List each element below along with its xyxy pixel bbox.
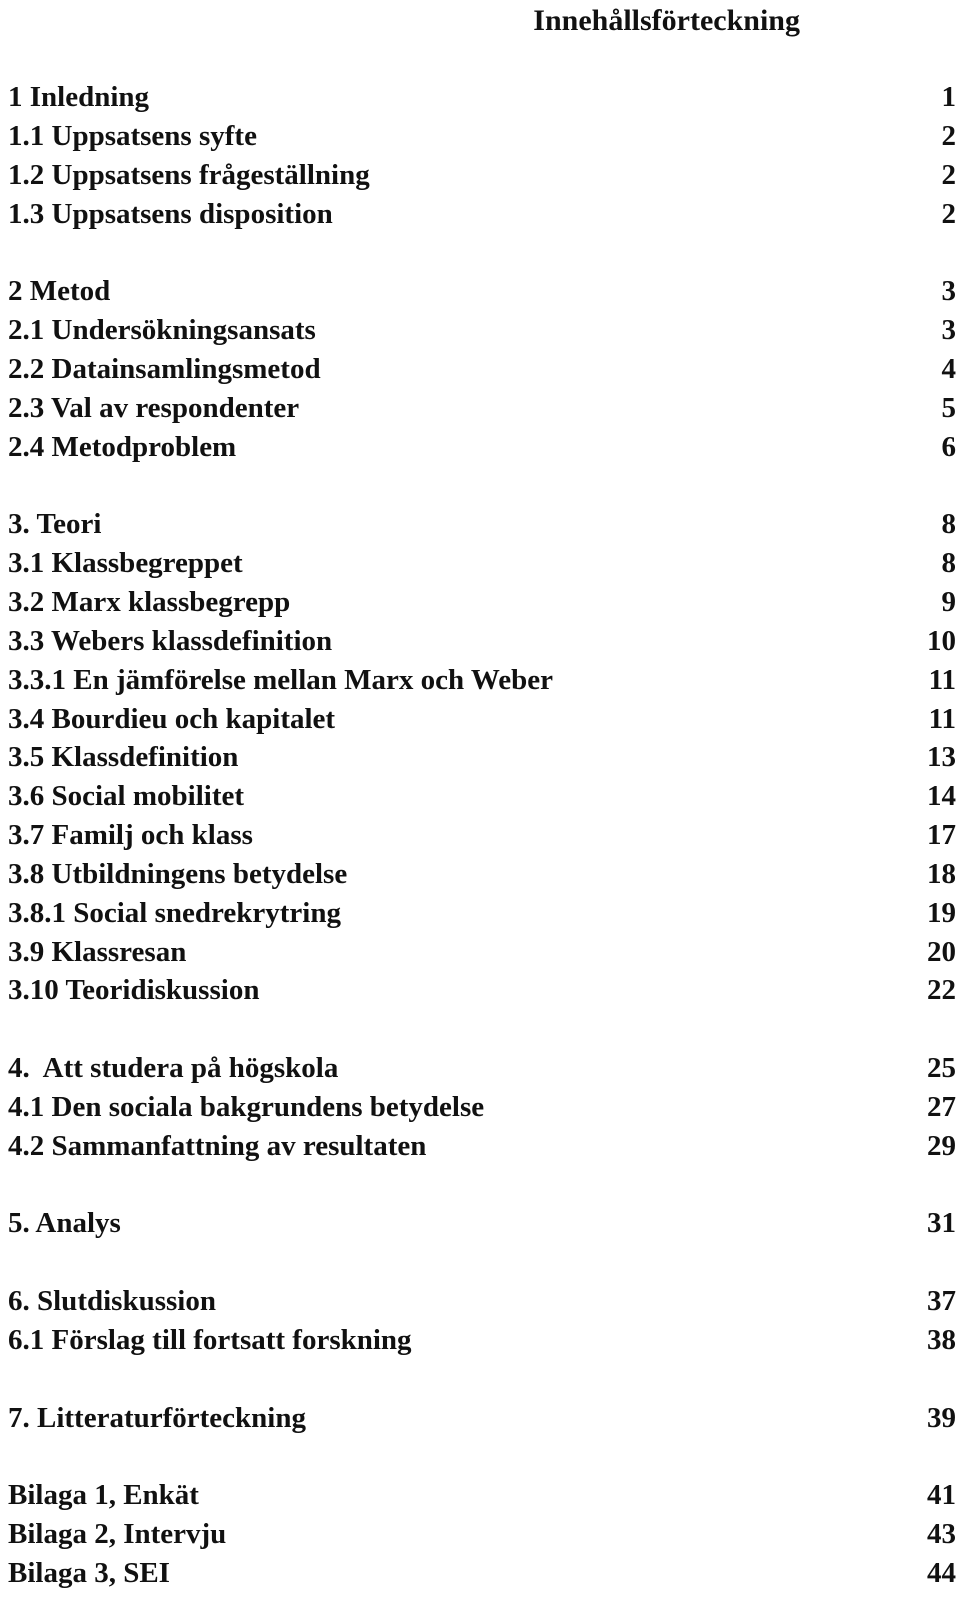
toc-entry-page: 39 [927,1401,956,1434]
toc-entry-page: 5 [941,391,956,424]
toc-entry [8,1204,956,1243]
toc-entry [8,389,956,428]
toc-entry-page: 37 [927,1285,956,1318]
toc-spacer [8,1360,956,1399]
toc-entry-page: 43 [927,1518,956,1551]
toc-entry [8,272,956,311]
toc-spacer [8,1438,956,1477]
toc-entry-page: 1 [941,81,956,113]
toc-entry-page: 13 [927,741,956,774]
toc-entry-label: 2.1 Undersökningsansats [8,314,316,347]
toc-entry-label: 3.8.1 Social snedrekrytring [8,896,341,929]
toc-entry [8,1127,956,1166]
toc-entry-page: 31 [927,1207,956,1240]
toc-entry-label: 2.4 Metodproblem [8,430,237,463]
toc-entry-label: 6. Slutdiskussion [8,1285,216,1318]
toc-entry-page: 25 [927,1052,956,1085]
toc-entry-label: 2 Metod [8,275,111,308]
toc-entry [8,1321,956,1360]
toc-entry-page: 2 [941,158,956,191]
toc-entry-page: 2 [941,197,956,230]
toc-entry-page: 19 [927,896,956,929]
toc-entry [8,1399,956,1438]
toc-entry-page: 38 [927,1324,956,1356]
toc-entry [8,622,956,661]
toc-entry [8,428,956,467]
toc-entry [8,78,956,117]
toc-entry-label: 3.5 Klassdefinition [8,741,239,774]
toc-entry-label: 1.3 Uppsatsens disposition [8,197,333,230]
toc-entry-page: 20 [927,935,956,968]
toc-entry [8,933,956,972]
toc-entry-page: 11 [928,702,956,735]
toc-entry-label: 4.2 Sammanfattning av resultaten [8,1129,427,1162]
toc-entry-label: Bilaga 2, Intervju [8,1518,227,1551]
toc-entry-label: Bilaga 3, SEI [8,1557,170,1590]
toc-entry-label: 6.1 Förslag till fortsatt forskning [8,1324,412,1356]
toc-entry-page: 4 [941,352,956,385]
toc-entry-page: 3 [941,314,956,347]
toc-entry-page: 6 [941,430,956,463]
toc-entry-page: 41 [927,1479,956,1512]
toc-entry [8,777,956,816]
toc-entry-label: 3.8 Utbildningens betydelse [8,857,348,890]
toc-entry-page: 8 [941,547,956,580]
toc-spacer [8,1166,956,1205]
toc-entry [8,1049,956,1088]
toc-entry-page: 8 [941,508,956,541]
toc-entry [8,583,956,622]
toc-entry-label: 3.3.1 En jämförelse mellan Marx och Weber [8,663,554,696]
table-of-contents [8,78,956,1593]
toc-entry-label: 3. Teori [8,508,102,541]
toc-entry [8,738,956,777]
toc-entry-label: 3.7 Familj och klass [8,819,253,852]
toc-entry-label: 4. Att studera på högskola [8,1052,339,1085]
toc-entry-page: 11 [928,663,956,696]
toc-entry [8,505,956,544]
toc-entry [8,971,956,1010]
page-title: Innehållsförteckning [533,4,800,37]
toc-entry-label: 3.9 Klassresan [8,935,187,968]
toc-entry [8,816,956,855]
toc-entry-label: Bilaga 1, Enkät [8,1479,199,1512]
toc-entry [8,1282,956,1321]
toc-entry [8,894,956,933]
toc-entry-page: 29 [927,1129,956,1162]
toc-entry [8,1515,956,1554]
toc-entry [8,544,956,583]
toc-entry [8,350,956,389]
toc-entry-page: 18 [927,857,956,890]
toc-entry [8,661,956,700]
toc-entry [8,117,956,156]
toc-entry-page: 3 [941,275,956,308]
toc-entry-label: 3.1 Klassbegreppet [8,547,243,580]
toc-entry-page: 14 [927,780,956,813]
toc-entry-label: 2.2 Datainsamlingsmetod [8,352,321,385]
toc-entry-label: 4.1 Den sociala bakgrundens betydelse [8,1090,485,1123]
toc-spacer [8,466,956,505]
toc-entry-label: 3.10 Teoridiskussion [8,974,260,1007]
toc-entry-label: 1.1 Uppsatsens syfte [8,119,257,152]
toc-entry [8,1088,956,1127]
toc-entry [8,1476,956,1515]
toc-entry [8,855,956,894]
toc-spacer [8,1010,956,1049]
toc-entry-page: 17 [927,819,956,852]
toc-entry-label: 2.3 Val av respondenter [8,391,300,424]
toc-entry-page: 9 [941,585,956,618]
toc-entry-page: 44 [927,1557,956,1590]
toc-entry-label: 3.3 Webers klassdefinition [8,624,333,657]
toc-entry-label: 1 Inledning [8,81,150,113]
toc-entry-label: 1.2 Uppsatsens frågeställning [8,158,370,191]
toc-entry-page: 27 [927,1090,956,1123]
toc-entry [8,700,956,739]
toc-entry-page: 10 [927,624,956,657]
toc-entry [8,1554,956,1593]
toc-spacer [8,1243,956,1282]
toc-entry-page: 22 [927,974,956,1007]
toc-entry-page: 2 [941,119,956,152]
toc-entry-label: 7. Litteraturförteckning [8,1401,306,1434]
toc-entry-label: 5. Analys [8,1207,121,1240]
toc-entry [8,311,956,350]
toc-entry [8,195,956,234]
toc-spacer [8,233,956,272]
toc-entry-label: 3.4 Bourdieu och kapitalet [8,702,336,735]
toc-entry-label: 3.6 Social mobilitet [8,780,245,813]
toc-entry [8,156,956,195]
toc-entry-label: 3.2 Marx klassbegrepp [8,585,291,618]
